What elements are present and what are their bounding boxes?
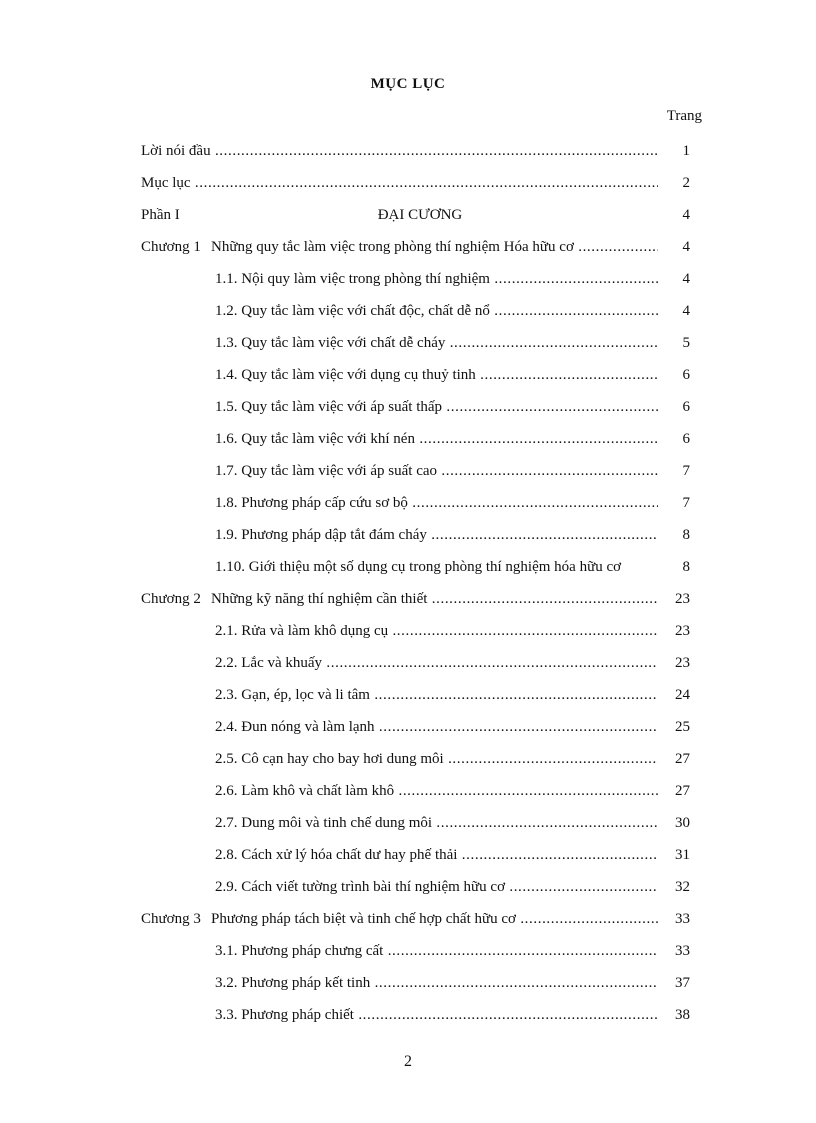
toc-entry-page: 7 <box>682 463 690 479</box>
toc-entry-title: 1.9. Phương pháp dập tắt đám cháy ..... <box>215 524 658 546</box>
toc-entry-title: 1.10. Giới thiệu một số dụng cụ trong phòng thí nghiệm hóa hữu cơ <box>215 559 622 575</box>
toc-entry-page: 1 <box>682 143 690 159</box>
toc-entry-title: 2.5. Cô cạn hay cho bay hơi dung môi ..... <box>215 748 658 770</box>
toc-row-section[interactable] <box>0 748 816 770</box>
toc-entry-page: 6 <box>682 399 690 415</box>
toc-row-section[interactable] <box>0 556 816 578</box>
toc-entry-page: 6 <box>682 431 690 447</box>
toc-row-section[interactable] <box>0 684 816 706</box>
toc-row-section[interactable] <box>0 268 816 290</box>
toc-entry-title: 3.3. Phương pháp chiết ..... <box>215 1004 658 1026</box>
toc-entry-title: Lời nói đầu ..... <box>141 140 658 162</box>
toc-part-label: Phần I <box>141 207 180 223</box>
toc-entry-page: 27 <box>675 783 690 799</box>
toc-entry-title: 1.5. Quy tắc làm việc với áp suất thấp ..... <box>215 396 658 418</box>
toc-entry-page: 6 <box>682 367 690 383</box>
toc-entry-title: 1.3. Quy tắc làm việc với chất dễ cháy ..... <box>215 332 658 354</box>
toc-entry-title: 2.8. Cách xử lý hóa chất dư hay phế thải ..... <box>215 844 658 866</box>
toc-entry-page: 4 <box>682 303 690 319</box>
toc-entry-page: 4 <box>682 239 690 255</box>
toc-row-section[interactable] <box>0 652 816 674</box>
toc-entry-title: 2.1. Rửa và làm khô dụng cụ ..... <box>215 620 658 642</box>
toc-row-section[interactable] <box>0 524 816 546</box>
toc-row-chapter-1[interactable] <box>0 236 816 258</box>
toc-entry-page: 4 <box>682 271 690 287</box>
toc-row-section[interactable] <box>0 332 816 354</box>
toc-entry-page: 24 <box>675 687 690 703</box>
toc-entry-title: 2.4. Đun nóng và làm lạnh ..... <box>215 716 658 738</box>
toc-row-contents[interactable] <box>0 172 816 194</box>
toc-row-section[interactable] <box>0 780 816 802</box>
toc-entry-page: 37 <box>675 975 690 991</box>
toc-row-section[interactable] <box>0 300 816 322</box>
toc-chapter-label: Chương 3 <box>141 911 201 927</box>
toc-entry-page: 23 <box>675 623 690 639</box>
toc-row-chapter-2[interactable] <box>0 588 816 610</box>
toc-chapter-label: Chương 1 <box>141 239 201 255</box>
toc-entry-page: 8 <box>682 527 690 543</box>
toc-row-section[interactable] <box>0 428 816 450</box>
toc-row-section[interactable] <box>0 812 816 834</box>
toc-row-section[interactable] <box>0 844 816 866</box>
toc-chapter-label: Chương 2 <box>141 591 201 607</box>
toc-entry-title: Phương pháp tách biệt và tinh chế hợp chất hữu cơ ..... <box>211 908 658 930</box>
page-column-label: Trang <box>666 108 702 124</box>
toc-entry-title: 1.7. Quy tắc làm việc với áp suất cao ..... <box>215 460 658 482</box>
page-number: 2 <box>404 1053 412 1070</box>
toc-entry-title: Những quy tắc làm việc trong phòng thí nghiệm Hóa hữu cơ ..... <box>211 236 658 258</box>
toc-entry-page: 33 <box>675 943 690 959</box>
toc-entry-page: 23 <box>675 655 690 671</box>
toc-entry-title: 1.8. Phương pháp cấp cứu sơ bộ ..... <box>215 492 658 514</box>
toc-entry-title: 2.2. Lắc và khuấy ..... <box>215 652 658 674</box>
toc-entry-title: 2.6. Làm khô và chất làm khô ..... <box>215 780 658 802</box>
toc-entry-page: 38 <box>675 1007 690 1023</box>
toc-entry-page: 7 <box>682 495 690 511</box>
toc-entry-page: 27 <box>675 751 690 767</box>
toc-row-section[interactable] <box>0 876 816 898</box>
toc-entry-title: 3.1. Phương pháp chưng cất ..... <box>215 940 658 962</box>
toc-entry-title: 2.3. Gạn, ép, lọc và li tâm ..... <box>215 684 658 706</box>
toc-row-section[interactable] <box>0 940 816 962</box>
toc-entry-title: 1.4. Quy tắc làm việc với dụng cụ thuỷ tinh ..... <box>215 364 658 386</box>
toc-entry-page: 2 <box>682 175 690 191</box>
page-title: MỤC LỤC <box>370 76 446 92</box>
toc-entry-page: 23 <box>675 591 690 607</box>
toc-row-section[interactable] <box>0 1004 816 1026</box>
toc-row-section[interactable] <box>0 620 816 642</box>
toc-row-part-1[interactable] <box>0 204 816 226</box>
toc-entry-page: 33 <box>675 911 690 927</box>
toc-entry-page: 4 <box>682 207 690 223</box>
toc-entry-title: Mục lục ..... <box>141 172 658 194</box>
toc-entry-title: 1.2. Quy tắc làm việc với chất độc, chất dễ nổ ..... <box>215 300 658 322</box>
toc-row-preface[interactable] <box>0 140 816 162</box>
toc-row-section[interactable] <box>0 972 816 994</box>
toc-row-section[interactable] <box>0 364 816 386</box>
toc-row-section[interactable] <box>0 716 816 738</box>
toc-entry-page: 25 <box>675 719 690 735</box>
toc-entry-page: 8 <box>682 559 690 575</box>
toc-row-section[interactable] <box>0 460 816 482</box>
toc-entry-title: 1.6. Quy tắc làm việc với khí nén ..... <box>215 428 658 450</box>
toc-row-section[interactable] <box>0 396 816 418</box>
toc-entry-title: 2.9. Cách viết tường trình bài thí nghiệm hữu cơ ..... <box>215 876 658 898</box>
toc-entry-title: Những kỹ năng thí nghiệm cần thiết ..... <box>211 588 658 610</box>
toc-entry-title: 3.2. Phương pháp kết tinh ..... <box>215 972 658 994</box>
toc-entry-title: 1.1. Nội quy làm việc trong phòng thí nghiệm ..... <box>215 268 658 290</box>
toc-entry-page: 31 <box>675 847 690 863</box>
toc-row-section[interactable] <box>0 492 816 514</box>
toc-row-chapter-3[interactable] <box>0 908 816 930</box>
toc-entry-page: 32 <box>675 879 690 895</box>
toc-entry-page: 5 <box>682 335 690 351</box>
toc-entry-page: 30 <box>675 815 690 831</box>
toc-entry-title: 2.7. Dung môi và tinh chế dung môi ..... <box>215 812 658 834</box>
toc-part-title: ĐẠI CƯƠNG <box>377 207 463 223</box>
